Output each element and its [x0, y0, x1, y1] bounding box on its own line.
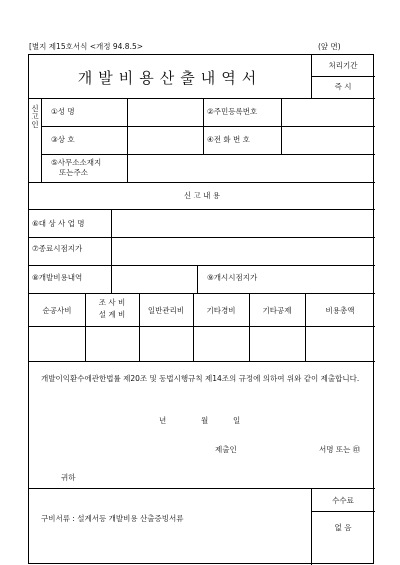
applicant-side-label: 신고인 — [31, 104, 39, 129]
name-label: ①성 명 — [51, 107, 75, 116]
page-side-label: (앞 면) — [318, 42, 341, 51]
col-other-expenses: 기타경비 — [206, 306, 236, 315]
col-survey-cost-line1: 조 사 비 — [98, 298, 126, 307]
recipient-label: 귀하 — [61, 473, 76, 482]
project-name-label: ⑥대 상 사 업 명 — [32, 219, 85, 228]
col-general-admin-cost: 일반관리비 — [147, 306, 185, 315]
date-year: 년 — [159, 416, 167, 425]
attachments-note: 구비서류 : 설계서등 개발비용 산출증빙서류 — [41, 514, 184, 523]
fee-value: 없 음 — [334, 523, 352, 532]
date-day: 일 — [233, 416, 241, 425]
col-total-cost: 비용총액 — [325, 306, 355, 315]
address-label-line1: ⑤사무소소재지 — [51, 158, 102, 167]
start-land-price-label: ⑨개시시점지가 — [207, 273, 258, 282]
fee-label: 수수료 — [332, 496, 354, 505]
col-construction-cost: 순공사비 — [42, 306, 72, 315]
date-month: 월 — [201, 416, 209, 425]
address-label-line2: 또는주소 — [59, 168, 88, 177]
processing-period-label: 처리기간 — [328, 61, 358, 70]
report-content-heading: 신 고 내 용 — [183, 191, 221, 200]
development-cost-label: ⑧개발비용내역 — [32, 273, 83, 282]
legal-statement: 개발이익환수에관한법률 제20조 및 동법시행규칙 제14조의 규정에 의하여 위와 같이 제출합니다. — [41, 374, 360, 383]
processing-period-value: 즉 시 — [334, 82, 352, 91]
form-number: [별지 제15호서식 <개정 94.8.5> — [29, 42, 144, 51]
submitter-label: 제출인 — [215, 445, 237, 454]
col-survey-cost-line2: 설 계 비 — [98, 310, 126, 319]
col-other-deductions: 기타공제 — [262, 306, 292, 315]
resident-number-label: ②주민등록번호 — [207, 107, 258, 116]
end-land-price-label: ⑦종료시점지가 — [32, 244, 83, 253]
trade-name-label: ③상 호 — [51, 135, 75, 144]
phone-label: ④전 화 번 호 — [207, 135, 250, 144]
cost-statement-form — [28, 54, 374, 564]
form-title: 개발비용산출내역서 — [77, 69, 263, 87]
signature-label: 서명 또는 ㊞ — [319, 445, 361, 454]
